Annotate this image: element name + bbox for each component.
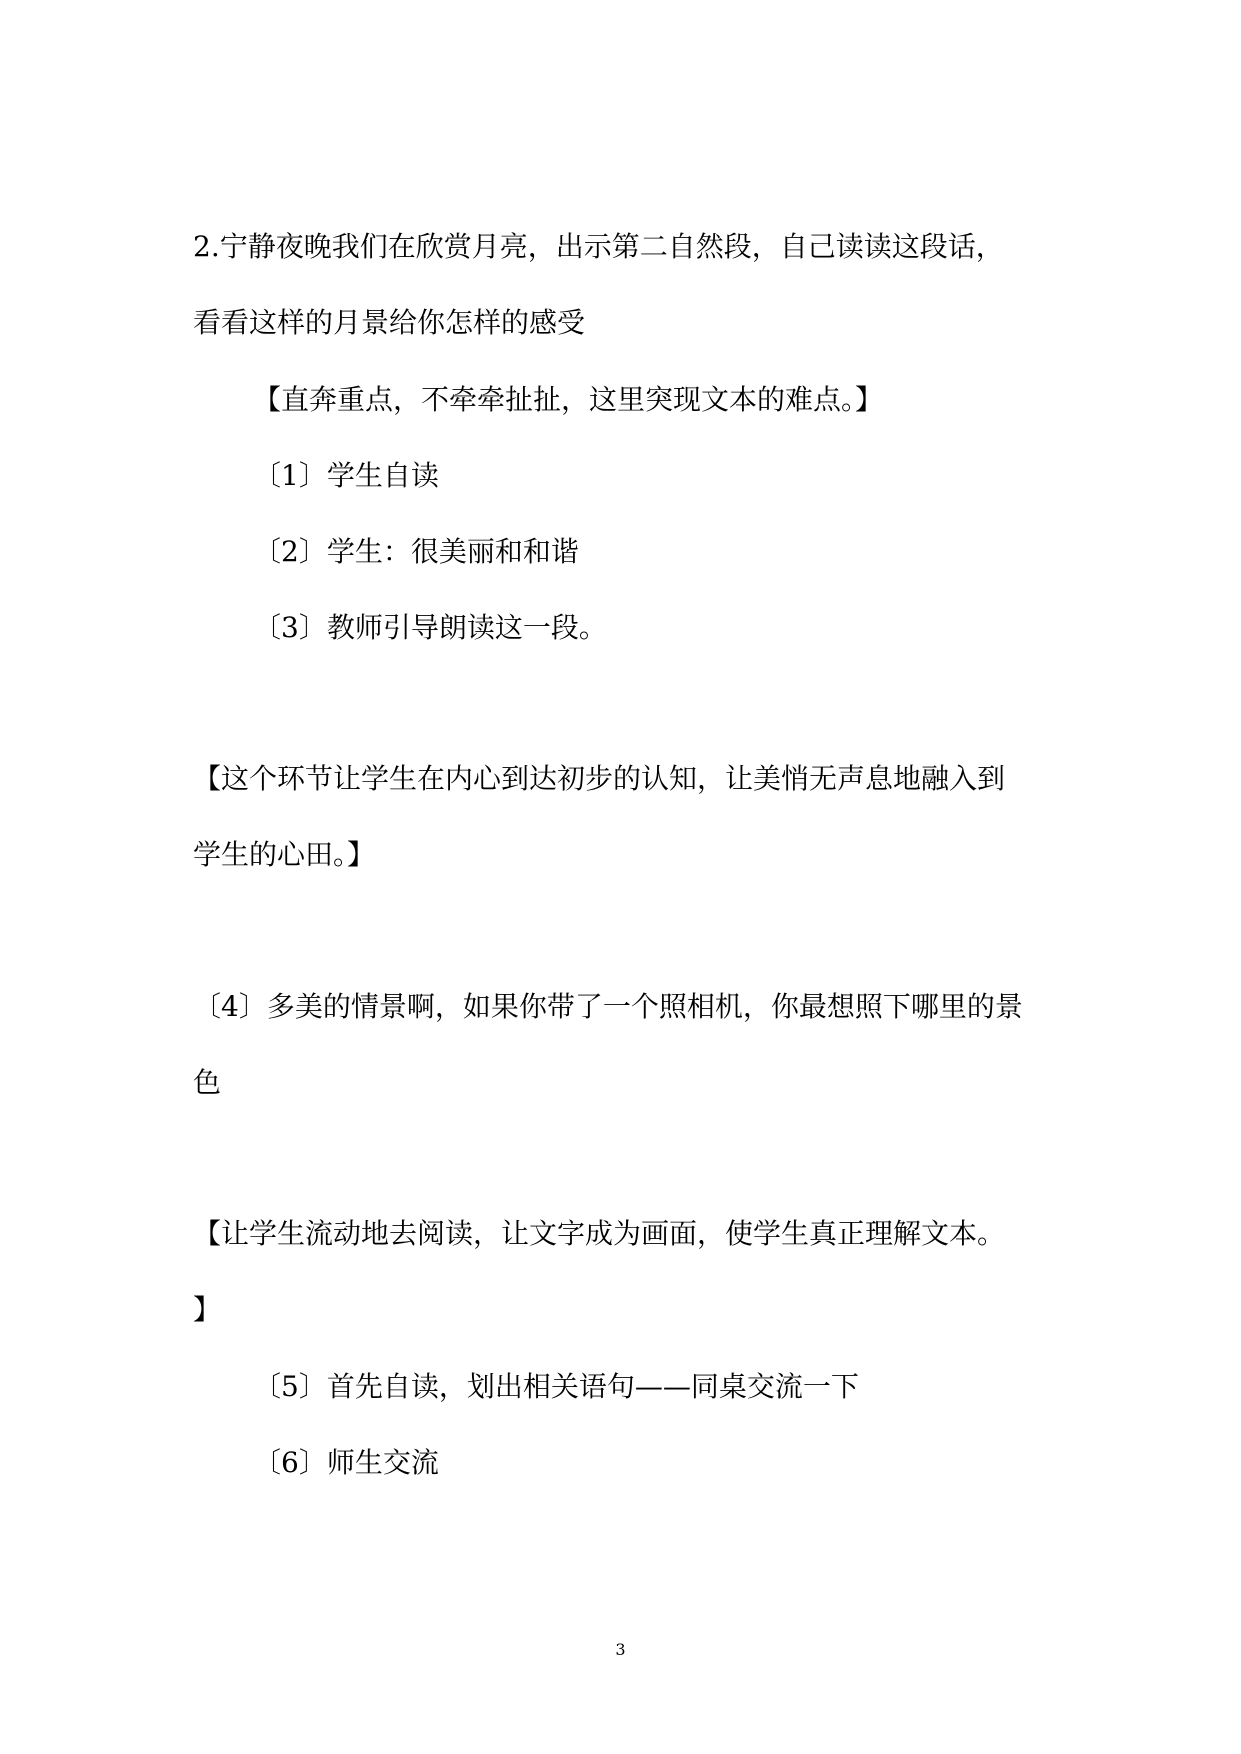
annotation-line-3a: 【让学生流动地去阅读，让文字成为画面，使学生真正理解文本。 <box>193 1217 1006 1250</box>
annotation-line-2a: 【这个环节让学生在内心到达初步的认知，让美悄无声息地融入到 <box>193 762 1006 795</box>
list-item-6: 〔6〕师生交流 <box>253 1446 439 1479</box>
annotation-line-3b: 】 <box>193 1293 222 1326</box>
paragraph-line-1: 2.宁静夜晚我们在欣赏月亮，出示第二自然段，自己读读这段话， <box>193 230 1004 263</box>
annotation-line-1: 【直奔重点，不牵牵扯扯，这里突现文本的难点。】 <box>253 383 884 416</box>
list-item-1: 〔1〕学生自读 <box>253 459 439 492</box>
list-item-4a: 〔4〕多美的情景啊，如果你带了一个照相机，你最想照下哪里的景 <box>193 990 1023 1023</box>
list-item-2: 〔2〕学生：很美丽和和谐 <box>253 535 579 568</box>
list-item-3: 〔3〕教师引导朗读这一段。 <box>253 611 607 644</box>
page-number: 3 <box>615 1640 626 1659</box>
paragraph-line-2: 看看这样的月景给你怎样的感受 <box>193 306 586 339</box>
annotation-line-2b: 学生的心田。】 <box>193 838 376 871</box>
list-item-4b: 色 <box>193 1066 222 1099</box>
list-item-5: 〔5〕首先自读，划出相关语句——同桌交流一下 <box>253 1370 859 1403</box>
